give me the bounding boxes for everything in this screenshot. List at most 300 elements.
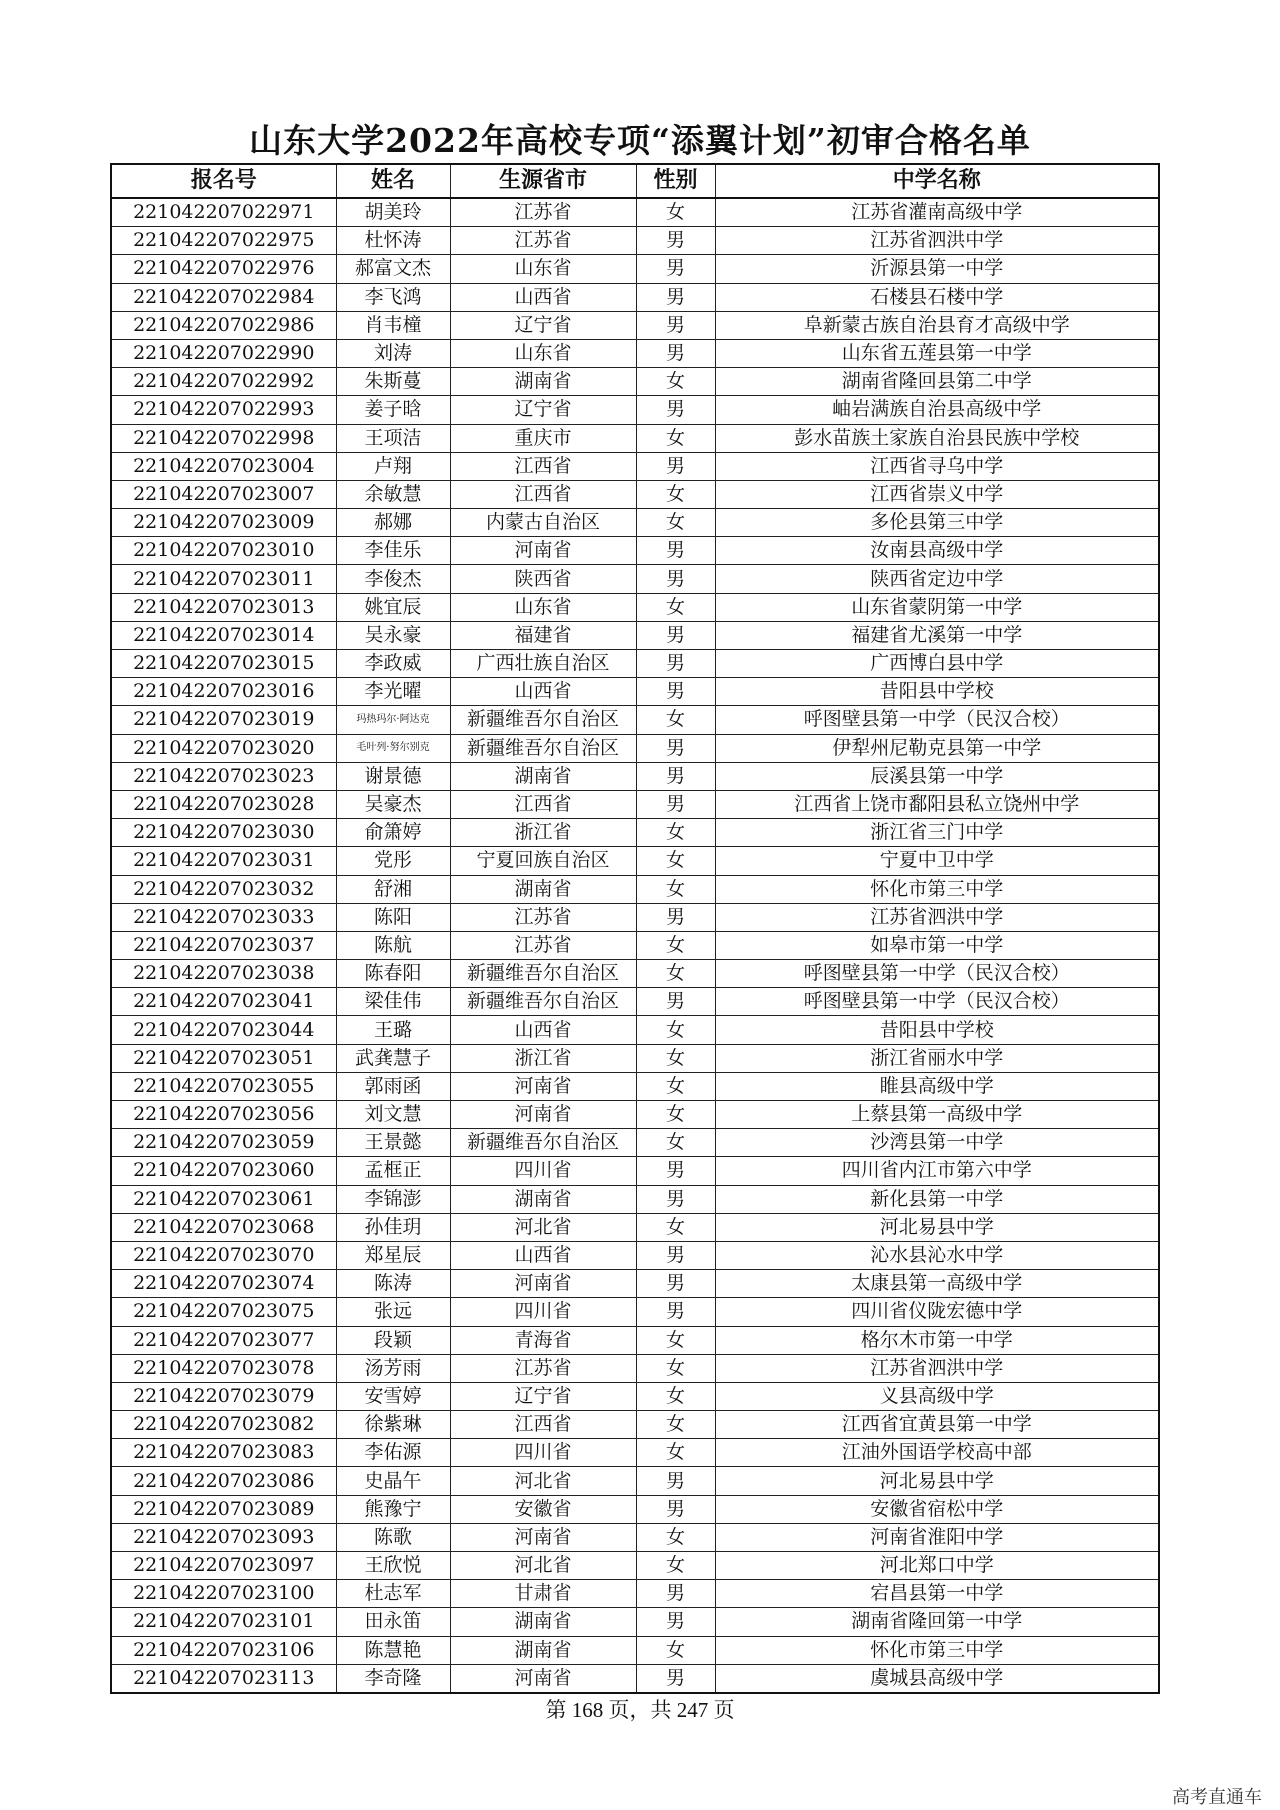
gender-cell: 男 bbox=[636, 1298, 715, 1326]
name-cell: 吴永豪 bbox=[336, 621, 450, 649]
name-cell: 俞箫婷 bbox=[336, 819, 450, 847]
registration-no-cell: 221042207023082 bbox=[111, 1411, 336, 1439]
table-row bbox=[111, 1552, 1159, 1580]
school-cell: 睢县高级中学 bbox=[715, 1072, 1159, 1100]
table-row bbox=[111, 875, 1159, 903]
gender-cell: 女 bbox=[636, 1411, 715, 1439]
table-row bbox=[111, 452, 1159, 480]
table-row bbox=[111, 339, 1159, 367]
gender-cell: 女 bbox=[636, 368, 715, 396]
table-row bbox=[111, 960, 1159, 988]
province-cell: 浙江省 bbox=[450, 1044, 636, 1072]
gender-cell: 男 bbox=[636, 650, 715, 678]
school-cell: 江苏省泗洪中学 bbox=[715, 903, 1159, 931]
registration-no-cell: 221042207023083 bbox=[111, 1439, 336, 1467]
province-cell: 新疆维吾尔自治区 bbox=[450, 1129, 636, 1157]
gender-cell: 女 bbox=[636, 875, 715, 903]
table-row bbox=[111, 650, 1159, 678]
table-row bbox=[111, 1157, 1159, 1185]
registration-no-cell: 221042207022990 bbox=[111, 339, 336, 367]
gender-cell: 男 bbox=[636, 1270, 715, 1298]
province-cell: 新疆维吾尔自治区 bbox=[450, 988, 636, 1016]
province-cell: 河南省 bbox=[450, 1664, 636, 1693]
table-row bbox=[111, 903, 1159, 931]
name-cell: 李俊杰 bbox=[336, 565, 450, 593]
name-cell: 段颖 bbox=[336, 1326, 450, 1354]
name-cell: 郑星辰 bbox=[336, 1241, 450, 1269]
province-cell: 河南省 bbox=[450, 1270, 636, 1298]
school-cell: 汝南县高级中学 bbox=[715, 537, 1159, 565]
province-cell: 辽宁省 bbox=[450, 1382, 636, 1410]
gender-cell: 女 bbox=[636, 1439, 715, 1467]
province-cell: 山东省 bbox=[450, 339, 636, 367]
registration-no-cell: 221042207023055 bbox=[111, 1072, 336, 1100]
registration-no-cell: 221042207023074 bbox=[111, 1270, 336, 1298]
registration-no-cell: 221042207023015 bbox=[111, 650, 336, 678]
table-row bbox=[111, 734, 1159, 762]
registration-no-cell: 221042207023019 bbox=[111, 706, 336, 734]
school-cell: 湖南省隆回县第二中学 bbox=[715, 368, 1159, 396]
gender-cell: 男 bbox=[636, 734, 715, 762]
gender-cell: 男 bbox=[636, 762, 715, 790]
province-cell: 河南省 bbox=[450, 1101, 636, 1129]
table-row bbox=[111, 565, 1159, 593]
province-cell: 山东省 bbox=[450, 593, 636, 621]
province-cell: 广西壮族自治区 bbox=[450, 650, 636, 678]
school-cell: 昔阳县中学校 bbox=[715, 678, 1159, 706]
table-row bbox=[111, 1298, 1159, 1326]
gender-cell: 男 bbox=[636, 283, 715, 311]
gender-cell: 女 bbox=[636, 819, 715, 847]
province-cell: 河南省 bbox=[450, 1523, 636, 1551]
registration-no-cell: 221042207023044 bbox=[111, 1016, 336, 1044]
table-row bbox=[111, 1354, 1159, 1382]
school-cell: 江西省宜黄县第一中学 bbox=[715, 1411, 1159, 1439]
school-cell: 江西省寻乌中学 bbox=[715, 452, 1159, 480]
name-cell: 武龚慧子 bbox=[336, 1044, 450, 1072]
province-cell: 江苏省 bbox=[450, 198, 636, 227]
gender-cell: 男 bbox=[636, 311, 715, 339]
province-cell: 安徽省 bbox=[450, 1495, 636, 1523]
school-cell: 宕昌县第一中学 bbox=[715, 1580, 1159, 1608]
school-cell: 沙湾县第一中学 bbox=[715, 1129, 1159, 1157]
table-row bbox=[111, 1185, 1159, 1213]
table-row bbox=[111, 509, 1159, 537]
registration-no-cell: 221042207022971 bbox=[111, 198, 336, 227]
table-row bbox=[111, 847, 1159, 875]
gender-cell: 男 bbox=[636, 1495, 715, 1523]
name-cell: 史晶午 bbox=[336, 1467, 450, 1495]
gender-cell: 男 bbox=[636, 903, 715, 931]
name-cell: 卢翔 bbox=[336, 452, 450, 480]
table-row bbox=[111, 1467, 1159, 1495]
page-number: 第 168 页，共 247 页 bbox=[545, 1698, 735, 1722]
table-row bbox=[111, 1580, 1159, 1608]
province-cell: 四川省 bbox=[450, 1298, 636, 1326]
school-cell: 河北易县中学 bbox=[715, 1467, 1159, 1495]
name-cell: 孙佳玥 bbox=[336, 1213, 450, 1241]
registration-no-cell: 221042207023078 bbox=[111, 1354, 336, 1382]
table-row bbox=[111, 255, 1159, 283]
school-cell: 太康县第一高级中学 bbox=[715, 1270, 1159, 1298]
province-cell: 山西省 bbox=[450, 1016, 636, 1044]
gender-cell: 女 bbox=[636, 1326, 715, 1354]
table-row bbox=[111, 1636, 1159, 1664]
registration-no-cell: 221042207023013 bbox=[111, 593, 336, 621]
name-cell: 李锦澎 bbox=[336, 1185, 450, 1213]
page-title: 山东大学2022年高校专项“添翼计划”初审合格名单 bbox=[249, 121, 1031, 160]
name-cell: 李飞鸿 bbox=[336, 283, 450, 311]
province-cell: 辽宁省 bbox=[450, 396, 636, 424]
province-cell: 湖南省 bbox=[450, 1608, 636, 1636]
school-cell: 呼图壁县第一中学（民汉合校） bbox=[715, 960, 1159, 988]
name-cell: 李光曜 bbox=[336, 678, 450, 706]
table-row bbox=[111, 1213, 1159, 1241]
province-cell: 河北省 bbox=[450, 1552, 636, 1580]
registration-no-cell: 221042207023016 bbox=[111, 678, 336, 706]
column-header-name: 姓名 bbox=[336, 164, 450, 198]
name-cell: 姜子晗 bbox=[336, 396, 450, 424]
table-row bbox=[111, 537, 1159, 565]
gender-cell: 男 bbox=[636, 452, 715, 480]
name-cell: 刘涛 bbox=[336, 339, 450, 367]
school-cell: 伊犁州尼勒克县第一中学 bbox=[715, 734, 1159, 762]
province-cell: 新疆维吾尔自治区 bbox=[450, 960, 636, 988]
registration-no-cell: 221042207023106 bbox=[111, 1636, 336, 1664]
gender-cell: 男 bbox=[636, 621, 715, 649]
name-cell: 毛叶列·努尔别克 bbox=[336, 734, 450, 762]
province-cell: 山西省 bbox=[450, 678, 636, 706]
school-cell: 沂源县第一中学 bbox=[715, 255, 1159, 283]
table-row bbox=[111, 311, 1159, 339]
table-row bbox=[111, 1382, 1159, 1410]
province-cell: 湖南省 bbox=[450, 875, 636, 903]
table-row bbox=[111, 931, 1159, 959]
province-cell: 四川省 bbox=[450, 1157, 636, 1185]
registration-no-cell: 221042207023077 bbox=[111, 1326, 336, 1354]
name-cell: 王景懿 bbox=[336, 1129, 450, 1157]
registration-no-cell: 221042207022975 bbox=[111, 227, 336, 255]
province-cell: 宁夏回族自治区 bbox=[450, 847, 636, 875]
table-row bbox=[111, 593, 1159, 621]
registration-no-cell: 221042207023061 bbox=[111, 1185, 336, 1213]
province-cell: 陕西省 bbox=[450, 565, 636, 593]
name-cell: 谢景德 bbox=[336, 762, 450, 790]
name-cell: 杜志军 bbox=[336, 1580, 450, 1608]
table-row bbox=[111, 1241, 1159, 1269]
name-cell: 余敏慧 bbox=[336, 480, 450, 508]
registration-no-cell: 221042207023028 bbox=[111, 790, 336, 818]
table-row bbox=[111, 198, 1159, 227]
table-row bbox=[111, 1664, 1159, 1693]
table-row bbox=[111, 678, 1159, 706]
province-cell: 甘肃省 bbox=[450, 1580, 636, 1608]
gender-cell: 女 bbox=[636, 593, 715, 621]
province-cell: 新疆维吾尔自治区 bbox=[450, 734, 636, 762]
gender-cell: 女 bbox=[636, 931, 715, 959]
registration-no-cell: 221042207023075 bbox=[111, 1298, 336, 1326]
gender-cell: 男 bbox=[636, 1664, 715, 1693]
registration-no-cell: 221042207023037 bbox=[111, 931, 336, 959]
name-cell: 汤芳雨 bbox=[336, 1354, 450, 1382]
registration-no-cell: 221042207022998 bbox=[111, 424, 336, 452]
gender-cell: 男 bbox=[636, 1185, 715, 1213]
province-cell: 内蒙古自治区 bbox=[450, 509, 636, 537]
school-cell: 石楼县石楼中学 bbox=[715, 283, 1159, 311]
school-cell: 上蔡县第一高级中学 bbox=[715, 1101, 1159, 1129]
registration-no-cell: 221042207023113 bbox=[111, 1664, 336, 1693]
gender-cell: 男 bbox=[636, 255, 715, 283]
school-cell: 陕西省定边中学 bbox=[715, 565, 1159, 593]
table-body bbox=[111, 198, 1159, 1693]
school-cell: 江油外国语学校高中部 bbox=[715, 1439, 1159, 1467]
table-row bbox=[111, 283, 1159, 311]
gender-cell: 女 bbox=[636, 1213, 715, 1241]
province-cell: 重庆市 bbox=[450, 424, 636, 452]
gender-cell: 男 bbox=[636, 1157, 715, 1185]
name-cell: 王欣悦 bbox=[336, 1552, 450, 1580]
table-row bbox=[111, 1270, 1159, 1298]
school-cell: 江西省崇义中学 bbox=[715, 480, 1159, 508]
school-cell: 江苏省泗洪中学 bbox=[715, 1354, 1159, 1382]
province-cell: 湖南省 bbox=[450, 1185, 636, 1213]
table-row bbox=[111, 1439, 1159, 1467]
column-header-school: 中学名称 bbox=[715, 164, 1159, 198]
registration-no-cell: 221042207023056 bbox=[111, 1101, 336, 1129]
school-cell: 辰溪县第一中学 bbox=[715, 762, 1159, 790]
name-cell: 党彤 bbox=[336, 847, 450, 875]
school-cell: 沁水县沁水中学 bbox=[715, 1241, 1159, 1269]
school-cell: 宁夏中卫中学 bbox=[715, 847, 1159, 875]
registration-no-cell: 221042207022992 bbox=[111, 368, 336, 396]
school-cell: 浙江省三门中学 bbox=[715, 819, 1159, 847]
gender-cell: 男 bbox=[636, 678, 715, 706]
name-cell: 姚宜辰 bbox=[336, 593, 450, 621]
registration-no-cell: 221042207023101 bbox=[111, 1608, 336, 1636]
registration-no-cell: 221042207022993 bbox=[111, 396, 336, 424]
gender-cell: 女 bbox=[636, 1072, 715, 1100]
table-row bbox=[111, 368, 1159, 396]
name-cell: 杜怀涛 bbox=[336, 227, 450, 255]
school-cell: 阜新蒙古族自治县育才高级中学 bbox=[715, 311, 1159, 339]
school-cell: 岫岩满族自治县高级中学 bbox=[715, 396, 1159, 424]
province-cell: 江西省 bbox=[450, 480, 636, 508]
name-cell: 王璐 bbox=[336, 1016, 450, 1044]
gender-cell: 女 bbox=[636, 1636, 715, 1664]
roster-table bbox=[110, 163, 1160, 1694]
school-cell: 彭水苗族土家族自治县民族中学校 bbox=[715, 424, 1159, 452]
name-cell: 梁佳伟 bbox=[336, 988, 450, 1016]
registration-no-cell: 221042207023086 bbox=[111, 1467, 336, 1495]
registration-no-cell: 221042207023093 bbox=[111, 1523, 336, 1551]
province-cell: 湖南省 bbox=[450, 762, 636, 790]
school-cell: 河北郑口中学 bbox=[715, 1552, 1159, 1580]
school-cell: 呼图壁县第一中学（民汉合校） bbox=[715, 706, 1159, 734]
table-row bbox=[111, 706, 1159, 734]
gender-cell: 女 bbox=[636, 1101, 715, 1129]
gender-cell: 男 bbox=[636, 565, 715, 593]
province-cell: 山西省 bbox=[450, 1241, 636, 1269]
registration-no-cell: 221042207023011 bbox=[111, 565, 336, 593]
gender-cell: 女 bbox=[636, 1016, 715, 1044]
registration-no-cell: 221042207023004 bbox=[111, 452, 336, 480]
name-cell: 熊豫宁 bbox=[336, 1495, 450, 1523]
registration-no-cell: 221042207023100 bbox=[111, 1580, 336, 1608]
name-cell: 田永笛 bbox=[336, 1608, 450, 1636]
registration-no-cell: 221042207023030 bbox=[111, 819, 336, 847]
gender-cell: 女 bbox=[636, 706, 715, 734]
school-cell: 河北易县中学 bbox=[715, 1213, 1159, 1241]
school-cell: 河南省淮阳中学 bbox=[715, 1523, 1159, 1551]
gender-cell: 女 bbox=[636, 1044, 715, 1072]
name-cell: 吴豪杰 bbox=[336, 790, 450, 818]
school-cell: 湖南省隆回第一中学 bbox=[715, 1608, 1159, 1636]
school-cell: 多伦县第三中学 bbox=[715, 509, 1159, 537]
province-cell: 山西省 bbox=[450, 283, 636, 311]
gender-cell: 男 bbox=[636, 339, 715, 367]
province-cell: 河北省 bbox=[450, 1213, 636, 1241]
school-cell: 如皋市第一中学 bbox=[715, 931, 1159, 959]
province-cell: 浙江省 bbox=[450, 819, 636, 847]
table-row bbox=[111, 1016, 1159, 1044]
name-cell: 陈春阳 bbox=[336, 960, 450, 988]
registration-no-cell: 221042207023051 bbox=[111, 1044, 336, 1072]
province-cell: 河南省 bbox=[450, 1072, 636, 1100]
name-cell: 陈歌 bbox=[336, 1523, 450, 1551]
gender-cell: 男 bbox=[636, 537, 715, 565]
name-cell: 朱斯蔓 bbox=[336, 368, 450, 396]
table-row bbox=[111, 1608, 1159, 1636]
registration-no-cell: 221042207023070 bbox=[111, 1241, 336, 1269]
registration-no-cell: 221042207023010 bbox=[111, 537, 336, 565]
name-cell: 玛热玛尔·阿达克 bbox=[336, 706, 450, 734]
province-cell: 新疆维吾尔自治区 bbox=[450, 706, 636, 734]
registration-no-cell: 221042207023079 bbox=[111, 1382, 336, 1410]
name-cell: 郭雨函 bbox=[336, 1072, 450, 1100]
school-cell: 广西博白县中学 bbox=[715, 650, 1159, 678]
name-cell: 张远 bbox=[336, 1298, 450, 1326]
school-cell: 山东省五莲县第一中学 bbox=[715, 339, 1159, 367]
name-cell: 刘文慧 bbox=[336, 1101, 450, 1129]
column-header-registration-no: 报名号 bbox=[111, 164, 336, 198]
province-cell: 江苏省 bbox=[450, 227, 636, 255]
school-cell: 呼图壁县第一中学（民汉合校） bbox=[715, 988, 1159, 1016]
province-cell: 青海省 bbox=[450, 1326, 636, 1354]
school-cell: 江西省上饶市鄱阳县私立饶州中学 bbox=[715, 790, 1159, 818]
registration-no-cell: 221042207023031 bbox=[111, 847, 336, 875]
school-cell: 江苏省泗洪中学 bbox=[715, 227, 1159, 255]
province-cell: 江苏省 bbox=[450, 1354, 636, 1382]
school-cell: 福建省尤溪第一中学 bbox=[715, 621, 1159, 649]
gender-cell: 男 bbox=[636, 1608, 715, 1636]
name-cell: 陈阳 bbox=[336, 903, 450, 931]
gender-cell: 女 bbox=[636, 960, 715, 988]
school-cell: 浙江省丽水中学 bbox=[715, 1044, 1159, 1072]
gender-cell: 男 bbox=[636, 1467, 715, 1495]
column-header-gender: 性别 bbox=[636, 164, 715, 198]
name-cell: 李佳乐 bbox=[336, 537, 450, 565]
name-cell: 胡美玲 bbox=[336, 198, 450, 227]
table-row bbox=[111, 1495, 1159, 1523]
province-cell: 江西省 bbox=[450, 452, 636, 480]
school-cell: 虞城县高级中学 bbox=[715, 1664, 1159, 1693]
gender-cell: 男 bbox=[636, 1580, 715, 1608]
registration-no-cell: 221042207023038 bbox=[111, 960, 336, 988]
name-cell: 舒湘 bbox=[336, 875, 450, 903]
registration-no-cell: 221042207023009 bbox=[111, 509, 336, 537]
name-cell: 安雪婷 bbox=[336, 1382, 450, 1410]
school-cell: 四川省内江市第六中学 bbox=[715, 1157, 1159, 1185]
gender-cell: 男 bbox=[636, 1241, 715, 1269]
registration-no-cell: 221042207023032 bbox=[111, 875, 336, 903]
province-cell: 福建省 bbox=[450, 621, 636, 649]
name-cell: 王项洁 bbox=[336, 424, 450, 452]
table-row bbox=[111, 762, 1159, 790]
table-header-row bbox=[111, 164, 1159, 198]
name-cell: 徐紫琳 bbox=[336, 1411, 450, 1439]
registration-no-cell: 221042207023060 bbox=[111, 1157, 336, 1185]
school-cell: 昔阳县中学校 bbox=[715, 1016, 1159, 1044]
school-cell: 安徽省宿松中学 bbox=[715, 1495, 1159, 1523]
school-cell: 江苏省灌南高级中学 bbox=[715, 198, 1159, 227]
table-row bbox=[111, 1129, 1159, 1157]
registration-no-cell: 221042207023089 bbox=[111, 1495, 336, 1523]
province-cell: 湖南省 bbox=[450, 368, 636, 396]
province-cell: 江苏省 bbox=[450, 931, 636, 959]
province-cell: 湖南省 bbox=[450, 1636, 636, 1664]
table-row bbox=[111, 621, 1159, 649]
gender-cell: 女 bbox=[636, 1523, 715, 1551]
gender-cell: 男 bbox=[636, 396, 715, 424]
table-row bbox=[111, 819, 1159, 847]
gender-cell: 女 bbox=[636, 509, 715, 537]
registration-no-cell: 221042207023041 bbox=[111, 988, 336, 1016]
gender-cell: 女 bbox=[636, 1552, 715, 1580]
province-cell: 山东省 bbox=[450, 255, 636, 283]
gender-cell: 男 bbox=[636, 988, 715, 1016]
table-row bbox=[111, 1523, 1159, 1551]
school-cell: 新化县第一中学 bbox=[715, 1185, 1159, 1213]
name-cell: 郝富文杰 bbox=[336, 255, 450, 283]
province-cell: 江苏省 bbox=[450, 903, 636, 931]
table-row bbox=[111, 424, 1159, 452]
gender-cell: 女 bbox=[636, 480, 715, 508]
gender-cell: 女 bbox=[636, 1382, 715, 1410]
school-cell: 格尔木市第一中学 bbox=[715, 1326, 1159, 1354]
name-cell: 陈航 bbox=[336, 931, 450, 959]
table-row bbox=[111, 227, 1159, 255]
school-cell: 怀化市第三中学 bbox=[715, 1636, 1159, 1664]
province-cell: 四川省 bbox=[450, 1439, 636, 1467]
gender-cell: 女 bbox=[636, 424, 715, 452]
registration-no-cell: 221042207023023 bbox=[111, 762, 336, 790]
name-cell: 李佑源 bbox=[336, 1439, 450, 1467]
gender-cell: 女 bbox=[636, 1129, 715, 1157]
registration-no-cell: 221042207023059 bbox=[111, 1129, 336, 1157]
gender-cell: 女 bbox=[636, 198, 715, 227]
registration-no-cell: 221042207022986 bbox=[111, 311, 336, 339]
gender-cell: 女 bbox=[636, 1354, 715, 1382]
table-row bbox=[111, 1411, 1159, 1439]
province-cell: 江西省 bbox=[450, 790, 636, 818]
watermark-logo: 高考直通车 bbox=[1172, 1787, 1262, 1808]
province-cell: 河北省 bbox=[450, 1467, 636, 1495]
table-row bbox=[111, 1044, 1159, 1072]
registration-no-cell: 221042207023068 bbox=[111, 1213, 336, 1241]
school-cell: 义县高级中学 bbox=[715, 1382, 1159, 1410]
name-cell: 郝娜 bbox=[336, 509, 450, 537]
school-cell: 怀化市第三中学 bbox=[715, 875, 1159, 903]
